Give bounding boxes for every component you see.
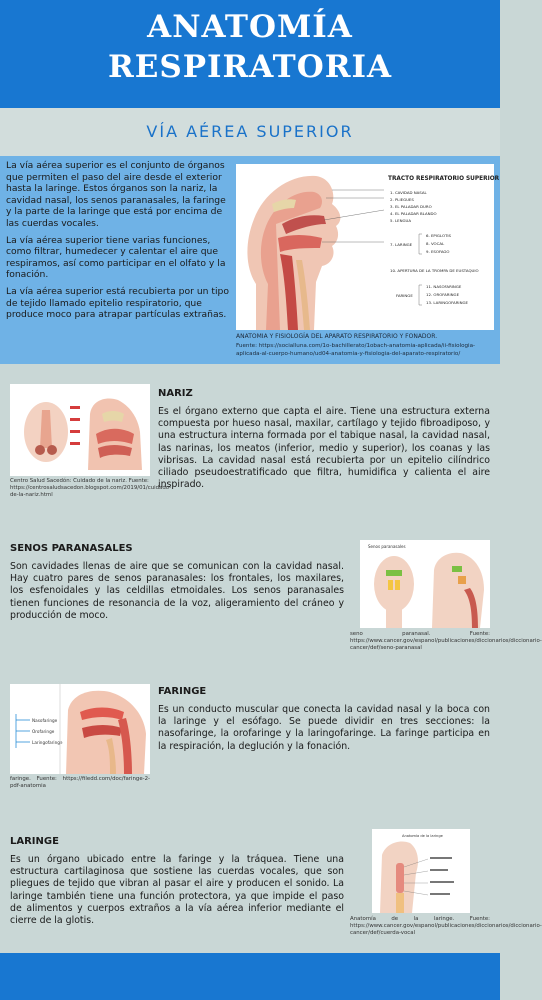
nose-text: Es el órgano externo que capta el aire. Tiene una estructura externa compuesta por hueso nasal, maxilar, cartílago y tejido fibroadiposo, y una estructura interna formada por el tabique nasal, la cavidad nasal, las narinas, los meatos (inferior, medio y superior), los coanas y las vibrisas. La cavidad nasal está recubierta por un epitelio cilíndrico ciliado pseudoestratificado que filtra, humidifica y calienta el aire inspirado. xyxy=(158,406,490,491)
sinuses-image-label: Senos paranasales xyxy=(368,544,406,549)
pharynx-label: Nasofaringe xyxy=(32,718,58,723)
title-line-2: RESPIRATORIA xyxy=(107,49,393,85)
pharynx-text: Es un conducto muscular que conecta la cavidad nasal y la boca con la laringe y el esófago. Se puede dividir en tres secciones: la nasofaringe, la orofaringe y la laringofaringe. La faringe participa en la respiración, la deglución y la fonación. xyxy=(158,704,490,752)
nose-heading: NARIZ xyxy=(158,388,193,399)
intro-paragraph: La vía aérea superior está recubierta por un tipo de tejido llamado epitelio respiratorio, que produce moco para atrapar partículas extrañas. xyxy=(6,285,229,321)
intro-caption xyxy=(236,333,494,358)
diagram-label: 3. EL PALADAR DURO xyxy=(390,204,432,209)
caption-title: ANATOMIA Y FISIOLOGÍA DEL APARATO RESPIRATORIO Y FONADOR. xyxy=(236,333,438,340)
diagram-label: 11. NASOFARINGE xyxy=(426,284,462,289)
footer-banner xyxy=(0,953,500,1000)
diagram-label: 6. EPIGLOTIS xyxy=(426,233,452,238)
nose-image xyxy=(10,384,150,476)
nose-caption: Centro Salud Sacedón: Cuidado de la nariz. Fuente: https://centrosaludsacedon.blogspot.com/2019/01/cuidado-de-la-nariz.html xyxy=(10,478,172,498)
sinuses-text: Son cavidades llenas de aire que se comunican con la cavidad nasal. Hay cuatro pares de senos paranasales: los frontales, los maxilares, los esfenoidales y las celdillas etmoidales. Los senos paranasales tienen funciones de resonancia de la voz, aligeramiento del cráneo y producción de moco. xyxy=(10,561,344,621)
diagram-label: 10. APERTURA DE LA TROMPA DE EUSTAQUIO xyxy=(390,268,479,273)
intro-text xyxy=(6,160,234,326)
respiratory-tract-diagram xyxy=(236,164,500,330)
larynx-heading: LARINGE xyxy=(10,836,59,847)
intro-paragraph: La vía aérea superior tiene varias funciones, como filtrar, humedecer y calentar el aire que respiramos, así como participar en el olfato y la fonación. xyxy=(6,234,226,281)
diagram-title: TRACTO RESPIRATORIO SUPERIOR xyxy=(388,176,500,182)
sinuses-caption: seno paranasal. Fuente: https://www.cancer.gov/espanol/publicaciones/diccionarios/diccionario-cancer/def/seno-paranasal xyxy=(350,631,542,651)
diagram-label: 4. EL PALADAR BLANDO xyxy=(390,211,437,216)
larynx-image xyxy=(372,829,470,913)
sinuses-heading: SENOS PARANASALES xyxy=(10,543,133,554)
diagram-label: 12. OROFARINGE xyxy=(426,292,460,297)
title-line-1: ANATOMÍA xyxy=(147,9,353,45)
diagram-label: 5. LENGUA xyxy=(390,218,412,223)
diagram-label: 8. VOCAL xyxy=(426,241,445,246)
larynx-image-label: Anatomía de la laringe xyxy=(402,834,443,838)
diagram-label: 1. CAVIDAD NASAL xyxy=(390,190,427,195)
sinuses-image xyxy=(360,540,490,628)
larynx-text: Es un órgano ubicado entre la faringe y la tráquea. Tiene una estructura cartilaginosa que sostiene las cuerdas vocales, que son pliegues de tejido que vibran al pasar el aire y producen el sonido. La laringe también tiene una función protectora, ya que impide el paso de alimentos y cuerpos extraños a la vía aérea inferior mediante el cierre de la glotis. xyxy=(10,854,344,927)
diagram-label: 2. PLIEGUES xyxy=(390,197,414,202)
pharynx-label: Orofaringe xyxy=(32,729,55,734)
diagram-label: 7. LARINGE xyxy=(390,242,413,247)
section-subtitle: VÍA AÉREA SUPERIOR xyxy=(146,122,354,141)
pharynx-label: Laringofaringe xyxy=(32,740,63,745)
larynx-caption: Anatomía de la laringe. Fuente: https://www.cancer.gov/espanol/publicaciones/diccionarios/diccionario-cancer/def/cuerda-vocal xyxy=(350,916,542,936)
pharynx-image xyxy=(10,684,150,774)
diagram-label: 13. LARINGOFARINGE xyxy=(426,300,468,305)
pharynx-heading: FARINGE xyxy=(158,686,207,697)
caption-source: Fuente: https://socialluna.com/1o-bachillerato/1obach-anatomia-aplicada/ii-fisiologia-aplicada-al-cuerpo-humano/ud04-anatomia-y-fisiologia-del-aparato-respiratorio/ xyxy=(236,343,476,357)
page-title xyxy=(0,9,500,85)
diagram-label: FARINGE xyxy=(396,293,413,298)
intro-paragraph: La vía aérea superior es el conjunto de órganos que permiten el paso del aire desde el exterior hasta la laringe. Estos órganos son la nariz, la cavidad nasal, los senos paranasales, la faringe y la parte de la laringe que está por encima de las cuerdas vocales. xyxy=(6,160,226,229)
diagram-label: 9. ESOFAGO xyxy=(426,249,450,254)
pharynx-caption: faringe. Fuente: https://filedd.com/doc/faringe-2-pdf-anatomia xyxy=(10,776,150,789)
